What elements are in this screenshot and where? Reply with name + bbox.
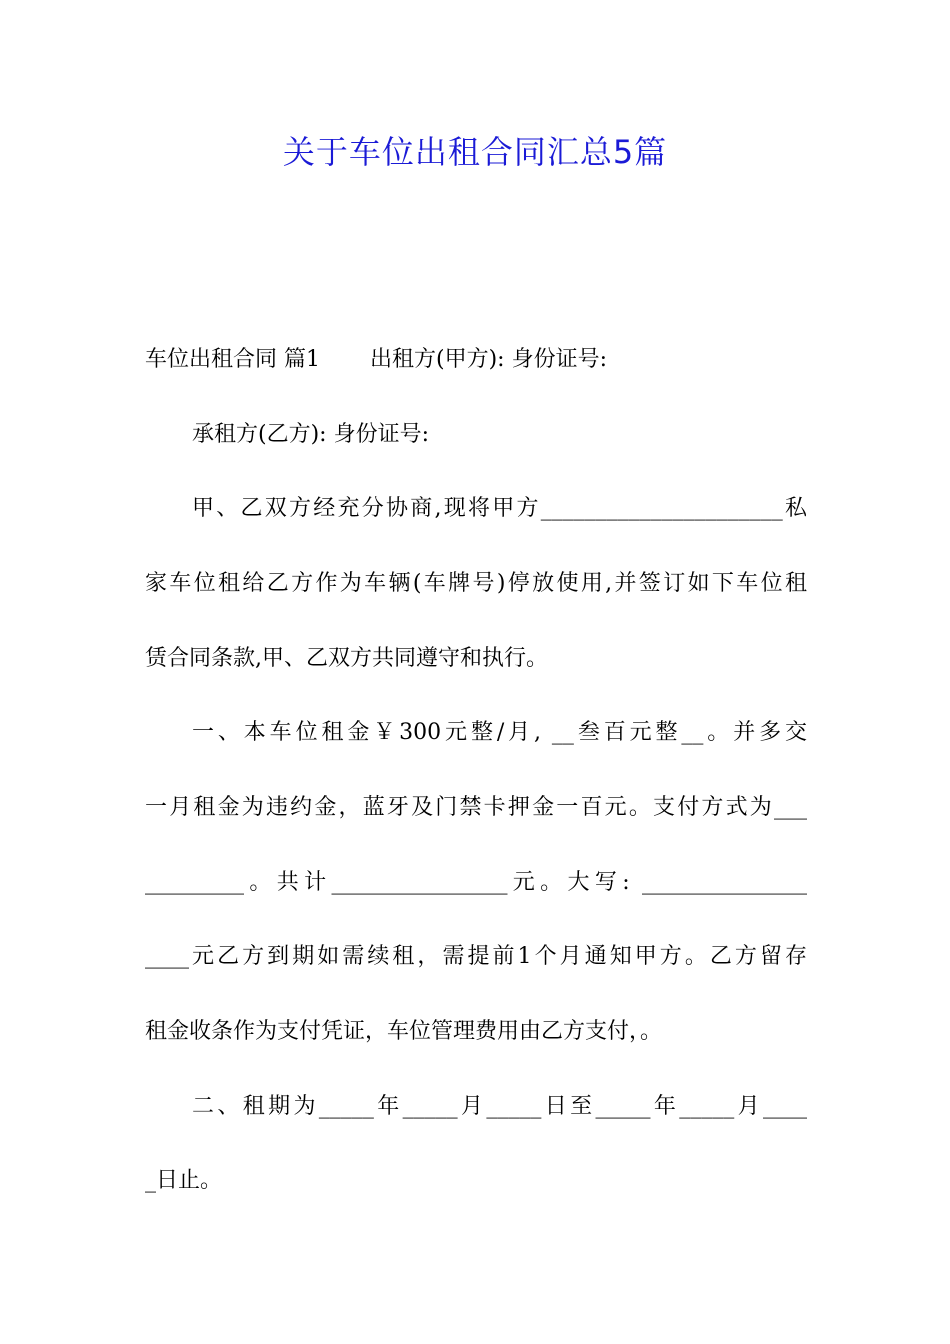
clause-two-line-1: 二、租期为_____年_____月_____日至_____年_____月____ (192, 1094, 807, 1119)
clause-one-line-2: 一月租金为违约金，蓝牙及门禁卡押金一百元。支付方式为___ (145, 795, 807, 820)
paragraph-line-5: 赁合同条款,甲、乙双方共同遵守和执行。 (145, 646, 548, 671)
paragraph-line-4: 家车位租给乙方作为车辆(车牌号)停放使用,并签订如下车位租 (145, 571, 807, 596)
paragraph-line-1 (145, 345, 807, 375)
contract-heading: 车位出租合同 篇1 (145, 347, 320, 372)
clause-one-line-5: 租金收条作为支付凭证，车位管理费用由乙方支付，。 (145, 1019, 663, 1044)
document-title: 关于车位出租合同汇总5篇 (282, 133, 668, 171)
lessee-line: 承租方(乙方): 身份证号: (192, 422, 429, 447)
clause-one-line-3: _________。共计________________元。大写: _______________ (145, 870, 807, 895)
clause-one-line-1: 一、本车位租金￥300元整/月, __叁百元整__。并多交 (192, 720, 807, 745)
clause-one-line-4: ____元乙方到期如需续租，需提前1个月通知甲方。乙方留存 (145, 944, 807, 969)
paragraph-line-3: 甲、乙双方经充分协商,现将甲方______________________私 (192, 496, 807, 521)
lessor-label: 出租方(甲方): 身份证号: (370, 347, 607, 372)
clause-two-line-2: _日止。 (145, 1168, 223, 1193)
